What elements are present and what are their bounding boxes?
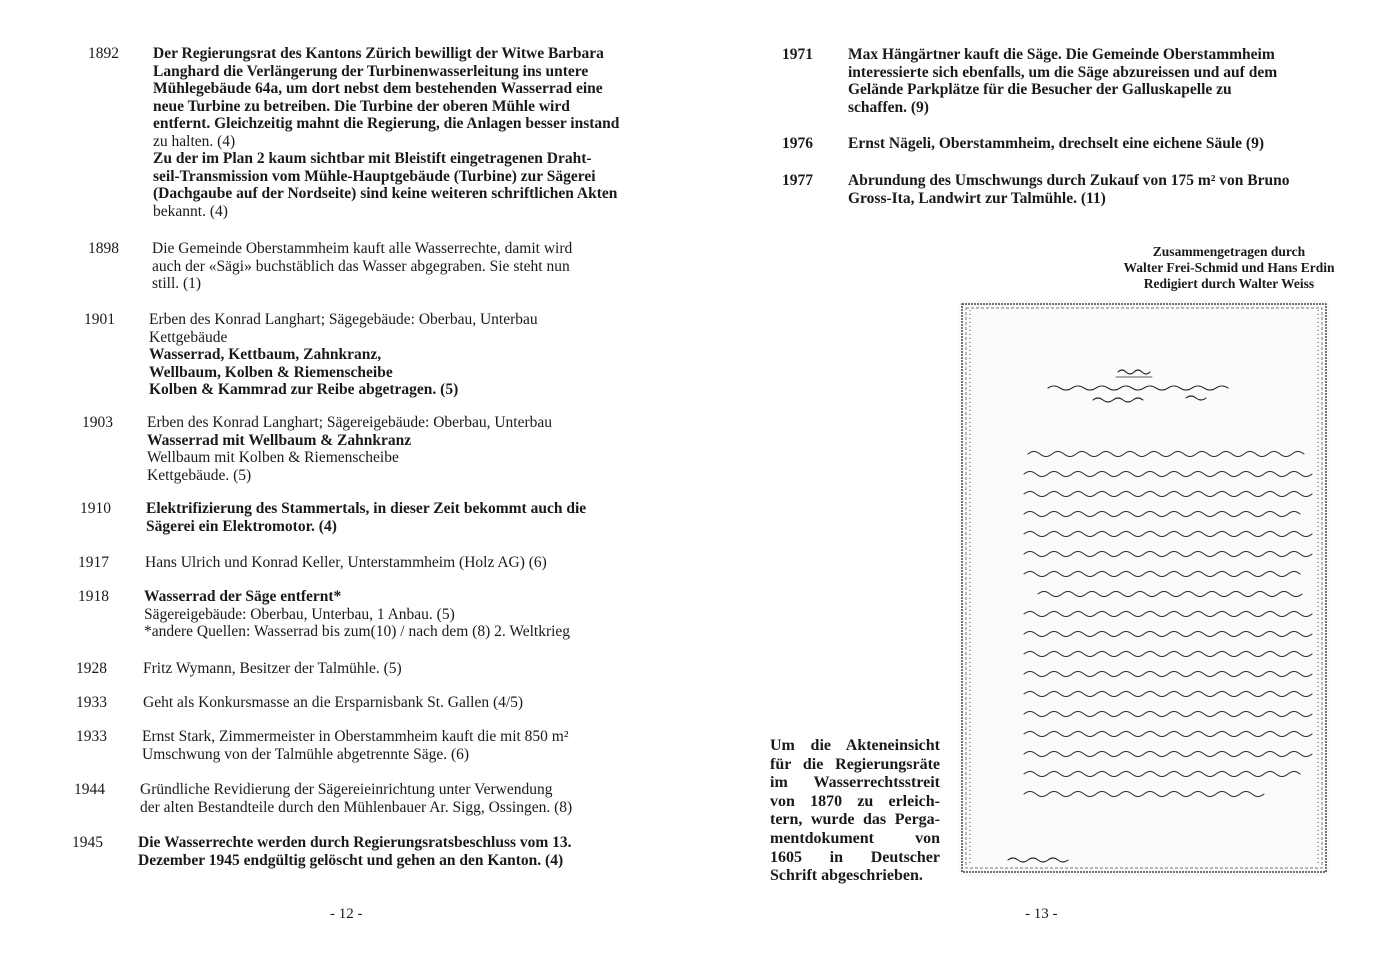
entry-line: Kolben & Kammrad zur Reibe abgetragen. (5) [149,381,459,398]
entry-line: Wellbaum mit Kolben & Riemenscheibe [147,449,399,466]
entry-year: 1976 [782,135,813,152]
entry-line: bekannt. (4) [153,202,228,220]
entry-text [140,781,572,816]
entry-text [143,694,523,712]
entry-text [149,311,538,399]
credit-line: Zusammengetragen durch [1152,244,1306,259]
entry-line: Gelände Parkplätze für die Besucher der Galluskapelle zu [848,81,1232,98]
entry-line: Sägereigebäude: Oberbau, Unterbau, 1 Anbau. (5) [144,605,455,623]
caption-line: von 1870 zu erleich- [770,792,940,810]
entry-line: Gründliche Revidierung der Sägereieinrichtung unter Verwendung [140,781,553,798]
entry-year: 1928 [76,660,107,677]
entry-year: 1945 [72,834,103,851]
entry-year: 1917 [78,554,109,571]
entry-year: 1903 [82,414,113,431]
entry-year: 1944 [74,781,105,798]
entry-line: Hans Ulrich und Konrad Keller, Unterstammheim (Holz AG) (6) [145,554,547,571]
entry-line: der alten Bestandteile durch den Mühlenbauer Ar. Sigg, Ossingen. (8) [140,798,573,816]
entry-line: Erben des Konrad Langhart; Sägegebäude: Oberbau, Unterbau [149,311,538,328]
caption-line: tern, wurde das Perga- [770,811,940,829]
entry-text [146,500,586,535]
entry-line: zu halten. (4) [153,132,236,150]
right-page [690,0,1379,966]
entry-text [138,834,572,869]
entry-line: Kettgebäude [149,328,228,346]
credit-line: Walter Frei-Schmid und Hans Erdin [1123,260,1335,275]
entry-text [152,240,572,293]
entry-line: Fritz Wymann, Besitzer der Talmühle. (5) [143,660,402,677]
entry-line: Wasserrad, Kettbaum, Zahnkranz, [149,346,382,363]
entry-line: Mühlegebäude 64a, um dort nebst dem bestehenden Wasserrad eine [153,80,603,97]
entry-year: 1918 [78,588,109,605]
entry-line: *andere Quellen: Wasserrad bis zum(10) / nach dem (8) 2. Weltkrieg [144,623,571,640]
entry-line: Dezember 1945 endgültig gelöscht und gehen an den Kanton. (4) [138,851,564,869]
entry-line: Ernst Nägeli, Oberstammheim, drechselt eine eichene Säule (9) [848,135,1264,152]
entry-text [142,728,569,763]
entry-line: neue Turbine zu betreiben. Die Turbine der oberen Mühle wird [153,97,570,115]
entry-line: Wellbaum, Kolben & Riemenscheibe [149,363,393,381]
entry-year: 1910 [80,500,111,517]
handwritten-document-scan [958,300,1330,876]
caption-line: Schrift abgeschrieben. [770,867,923,885]
entry-line: Geht als Konkursmasse an die Ersparnisbank St. Gallen (4/5) [143,694,524,711]
entry-year: 1898 [88,240,119,257]
entry-line: seil-Transmission vom Mühle-Hauptgebäude (Turbine) zur Sägerei [153,167,596,185]
entry-year: 1933 [76,694,107,711]
entry-line: Max Hängärtner kauft die Säge. Die Gemeinde Oberstammheim [848,46,1275,63]
page-number: - 13 - [1025,906,1058,922]
entry-line: Sägerei ein Elektromotor. (4) [146,517,337,535]
entry-line: auch der «Sägi» buchstäblich das Wasser abgegraben. Sie steht nun [152,257,570,275]
entry-line: interessierte sich ebenfalls, um die Säge abzureissen und auf dem [848,63,1278,81]
entry-line: Kettgebäude. (5) [147,466,252,484]
entry-line: schaffen. (9) [848,98,929,116]
entry-line: Ernst Stark, Zimmermeister in Oberstammheim kauft die mit 850 m² [142,728,569,745]
entry-line: (Dachgaube auf der Nordseite) sind keine weiteren schriftlichen Akten [153,185,618,202]
entry-year: 1901 [84,311,115,328]
page-number: - 12 - [330,906,363,922]
caption-line: im Wasserrechtsstreit [770,774,940,792]
entry-line: Erben des Konrad Langhart; Sägereigebäude: Oberbau, Unterbau [147,414,552,431]
entry-text [143,660,402,678]
entry-text [848,172,1290,207]
entry-line: Gross-Ita, Landwirt zur Talmühle. (11) [848,189,1106,207]
entry-year: 1977 [782,172,813,189]
entry-line: entfernt. Gleichzeitig mahnt die Regierung, die Anlagen besser instand [153,115,620,132]
entry-line: Wasserrad mit Wellbaum & Zahnkranz [147,431,412,449]
entry-line: Die Gemeinde Oberstammheim kauft alle Wasserrechte, damit wird [152,240,573,257]
entry-line: Elektrifizierung des Stammertals, in dieser Zeit bekommt auch die [146,500,587,517]
entry-text [848,135,1264,153]
entry-text [153,45,619,220]
caption-line: mentdokument von [770,829,940,847]
entry-year: 1971 [782,46,813,63]
caption-line: 1605 in Deutscher [770,848,940,866]
entry-line: Wasserrad der Säge entfernt* [144,588,342,605]
entry-line: Zu der im Plan 2 kaum sichtbar mit Bleistift eingetragenen Draht- [153,150,592,167]
entry-text [147,414,552,484]
entry-line: Umschwung von der Talmühle abgetrennte Säge. (6) [142,745,470,763]
entry-year: 1933 [76,728,107,745]
credit-line: Redigiert durch Walter Weiss [1143,276,1315,291]
image-caption [770,737,940,886]
entry-line: Die Wasserrechte werden durch Regierungsratsbeschluss vom 13. [138,834,572,851]
entry-line: Der Regierungsrat des Kantons Zürich bewilligt der Witwe Barbara [153,45,604,62]
caption-line: für die Regierungsräte [770,755,940,773]
entry-text [145,554,547,572]
entry-line: still. (1) [152,275,202,292]
entry-text [848,46,1277,116]
entry-line: Abrundung des Umschwungs durch Zukauf von 175 m² von Bruno [848,172,1290,189]
credits-block [1094,244,1364,292]
entry-text [144,588,570,641]
entry-line: Langhard die Verlängerung der Turbinenwasserleitung ins untere [153,62,589,80]
entry-year: 1892 [88,45,119,62]
caption-line: Um die Akteneinsicht [770,737,940,754]
